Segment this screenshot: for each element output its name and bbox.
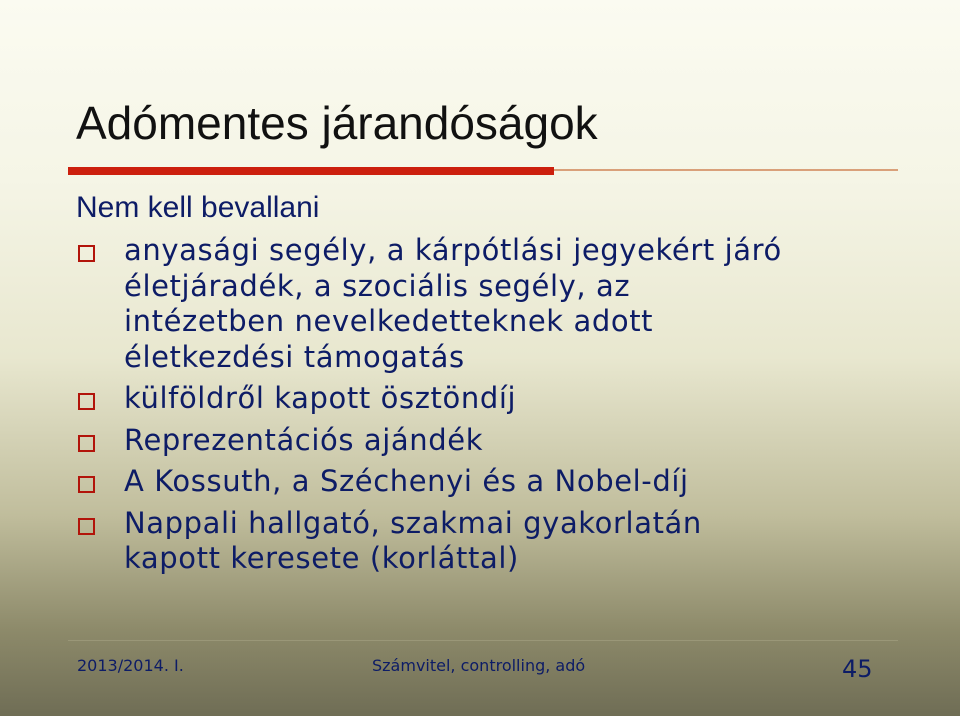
footer-course-title: Számvitel, controlling, adó xyxy=(372,656,586,675)
bullet-item xyxy=(76,423,782,459)
bullet-item xyxy=(76,506,782,577)
bullet-list xyxy=(76,233,782,583)
hollow-square-icon xyxy=(78,476,95,493)
hollow-square-icon xyxy=(78,393,95,410)
slide-title: Adómentes járandóságok xyxy=(76,97,598,149)
hollow-square-icon xyxy=(78,435,95,452)
bullet-item xyxy=(76,464,782,500)
hollow-square-icon xyxy=(78,245,95,262)
bullet-text: Reprezentációs ajándék xyxy=(124,422,484,457)
bullet-text: Nappali hallgató, szakmai gyakorlatán kapott keresete (korláttal) xyxy=(124,505,702,575)
bullet-item xyxy=(76,233,782,375)
slide-subtitle: Nem kell bevallani xyxy=(76,191,320,224)
hollow-square-icon xyxy=(78,518,95,535)
footer-date: 2013/2014. I. xyxy=(77,656,184,675)
page-number: 45 xyxy=(842,655,873,683)
title-underline xyxy=(554,169,898,171)
bullet-text: külföldről kapott ösztöndíj xyxy=(124,381,517,415)
bullet-item xyxy=(76,381,782,417)
bullet-text: anyasági segély, a kárpótlási jegyekért járó életjáradék, a szociális segély, az intézetben nevelkedetteknek adott életkezdési támogatás xyxy=(124,233,782,374)
bullet-text: A Kossuth, a Széchenyi és a Nobel-díj xyxy=(124,464,689,498)
title-accent-bar xyxy=(68,167,554,175)
footer-divider xyxy=(68,640,898,641)
